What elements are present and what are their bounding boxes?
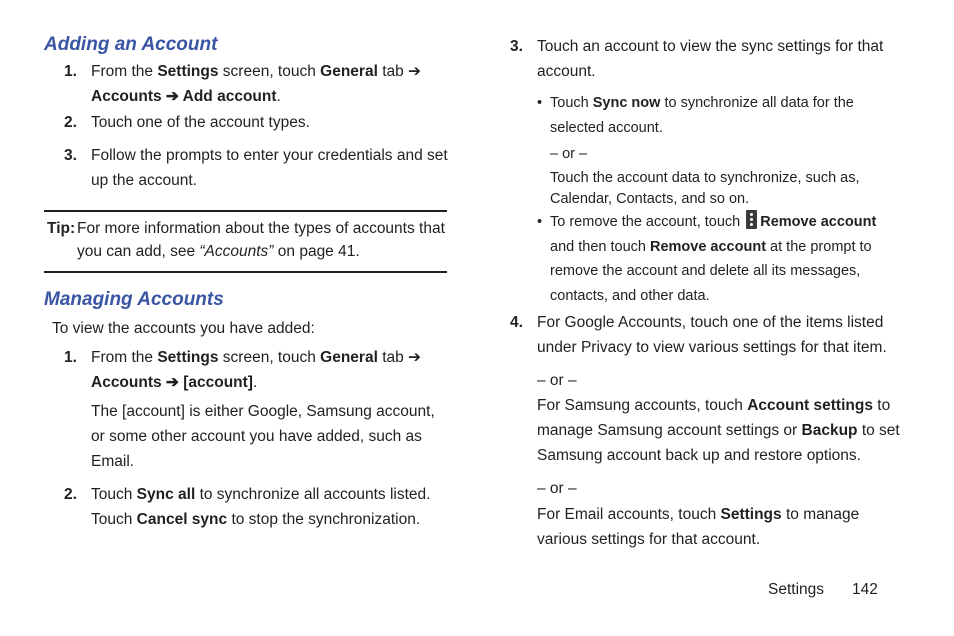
step-1-managing: 1. From the Settings screen, touch General tab ➔ Accounts ➔ [account].: [64, 349, 422, 391]
right-column: [510, 34, 910, 552]
or-separator-2: – or –: [537, 480, 577, 497]
tip-box: Tip: For more information about the types of accounts that you can add, see “Accounts” on page 41.: [44, 210, 447, 273]
email-accounts-text: For Email accounts, touch Settings to manage various settings for that account.: [537, 506, 860, 548]
step-1-adding: 1. From the Settings screen, touch General tab ➔ Accounts ➔ Add account.: [64, 63, 422, 105]
step-1-note: The [account] is either Google, Samsung account, or some other account you have added, such as Email.: [91, 403, 435, 470]
sync-alternative: Touch the account data to synchronize, such as, Calendar, Contacts, and so on.: [550, 170, 860, 207]
managing-intro: To view the accounts you have added:: [52, 320, 315, 337]
footer-section-name: Settings: [768, 581, 825, 598]
left-column: [44, 34, 450, 532]
step-3-sync: 3. Touch an account to view the sync settings for that account.: [510, 38, 884, 80]
bullet-sync-now: • Touch Sync now to synchronize all data for the selected account.: [537, 95, 854, 136]
or-separator-sync: – or –: [550, 146, 588, 162]
heading-adding-account: Adding an Account: [44, 34, 218, 55]
step-3-adding: 3. Follow the prompts to enter your credentials and set up the account.: [64, 147, 448, 189]
bullet-remove-account: • To remove the account, touch Remove account and then touch Remove account at the prompt to remove the account and delete all its messages, contacts, and other data.: [510, 210, 910, 308]
heading-managing-accounts: Managing Accounts: [44, 289, 224, 310]
footer-page-number: 142: [852, 581, 878, 598]
step-4-google: 4. For Google Accounts, touch one of the items listed under Privacy to view various settings for that item.: [510, 314, 887, 356]
or-separator-1: – or –: [537, 372, 577, 389]
step-2-adding: 2. Touch one of the account types.: [64, 114, 310, 131]
step-2-managing: 2. Touch Sync all to synchronize all accounts listed. Touch Cancel sync to stop the synchronization.: [64, 486, 431, 528]
menu-more-icon: [746, 210, 757, 229]
accounts-link-ref: “Accounts”: [199, 243, 274, 260]
samsung-accounts-text: For Samsung accounts, touch Account settings to manage Samsung account settings or Backup to set Samsung account back up and restore options.: [537, 397, 900, 464]
